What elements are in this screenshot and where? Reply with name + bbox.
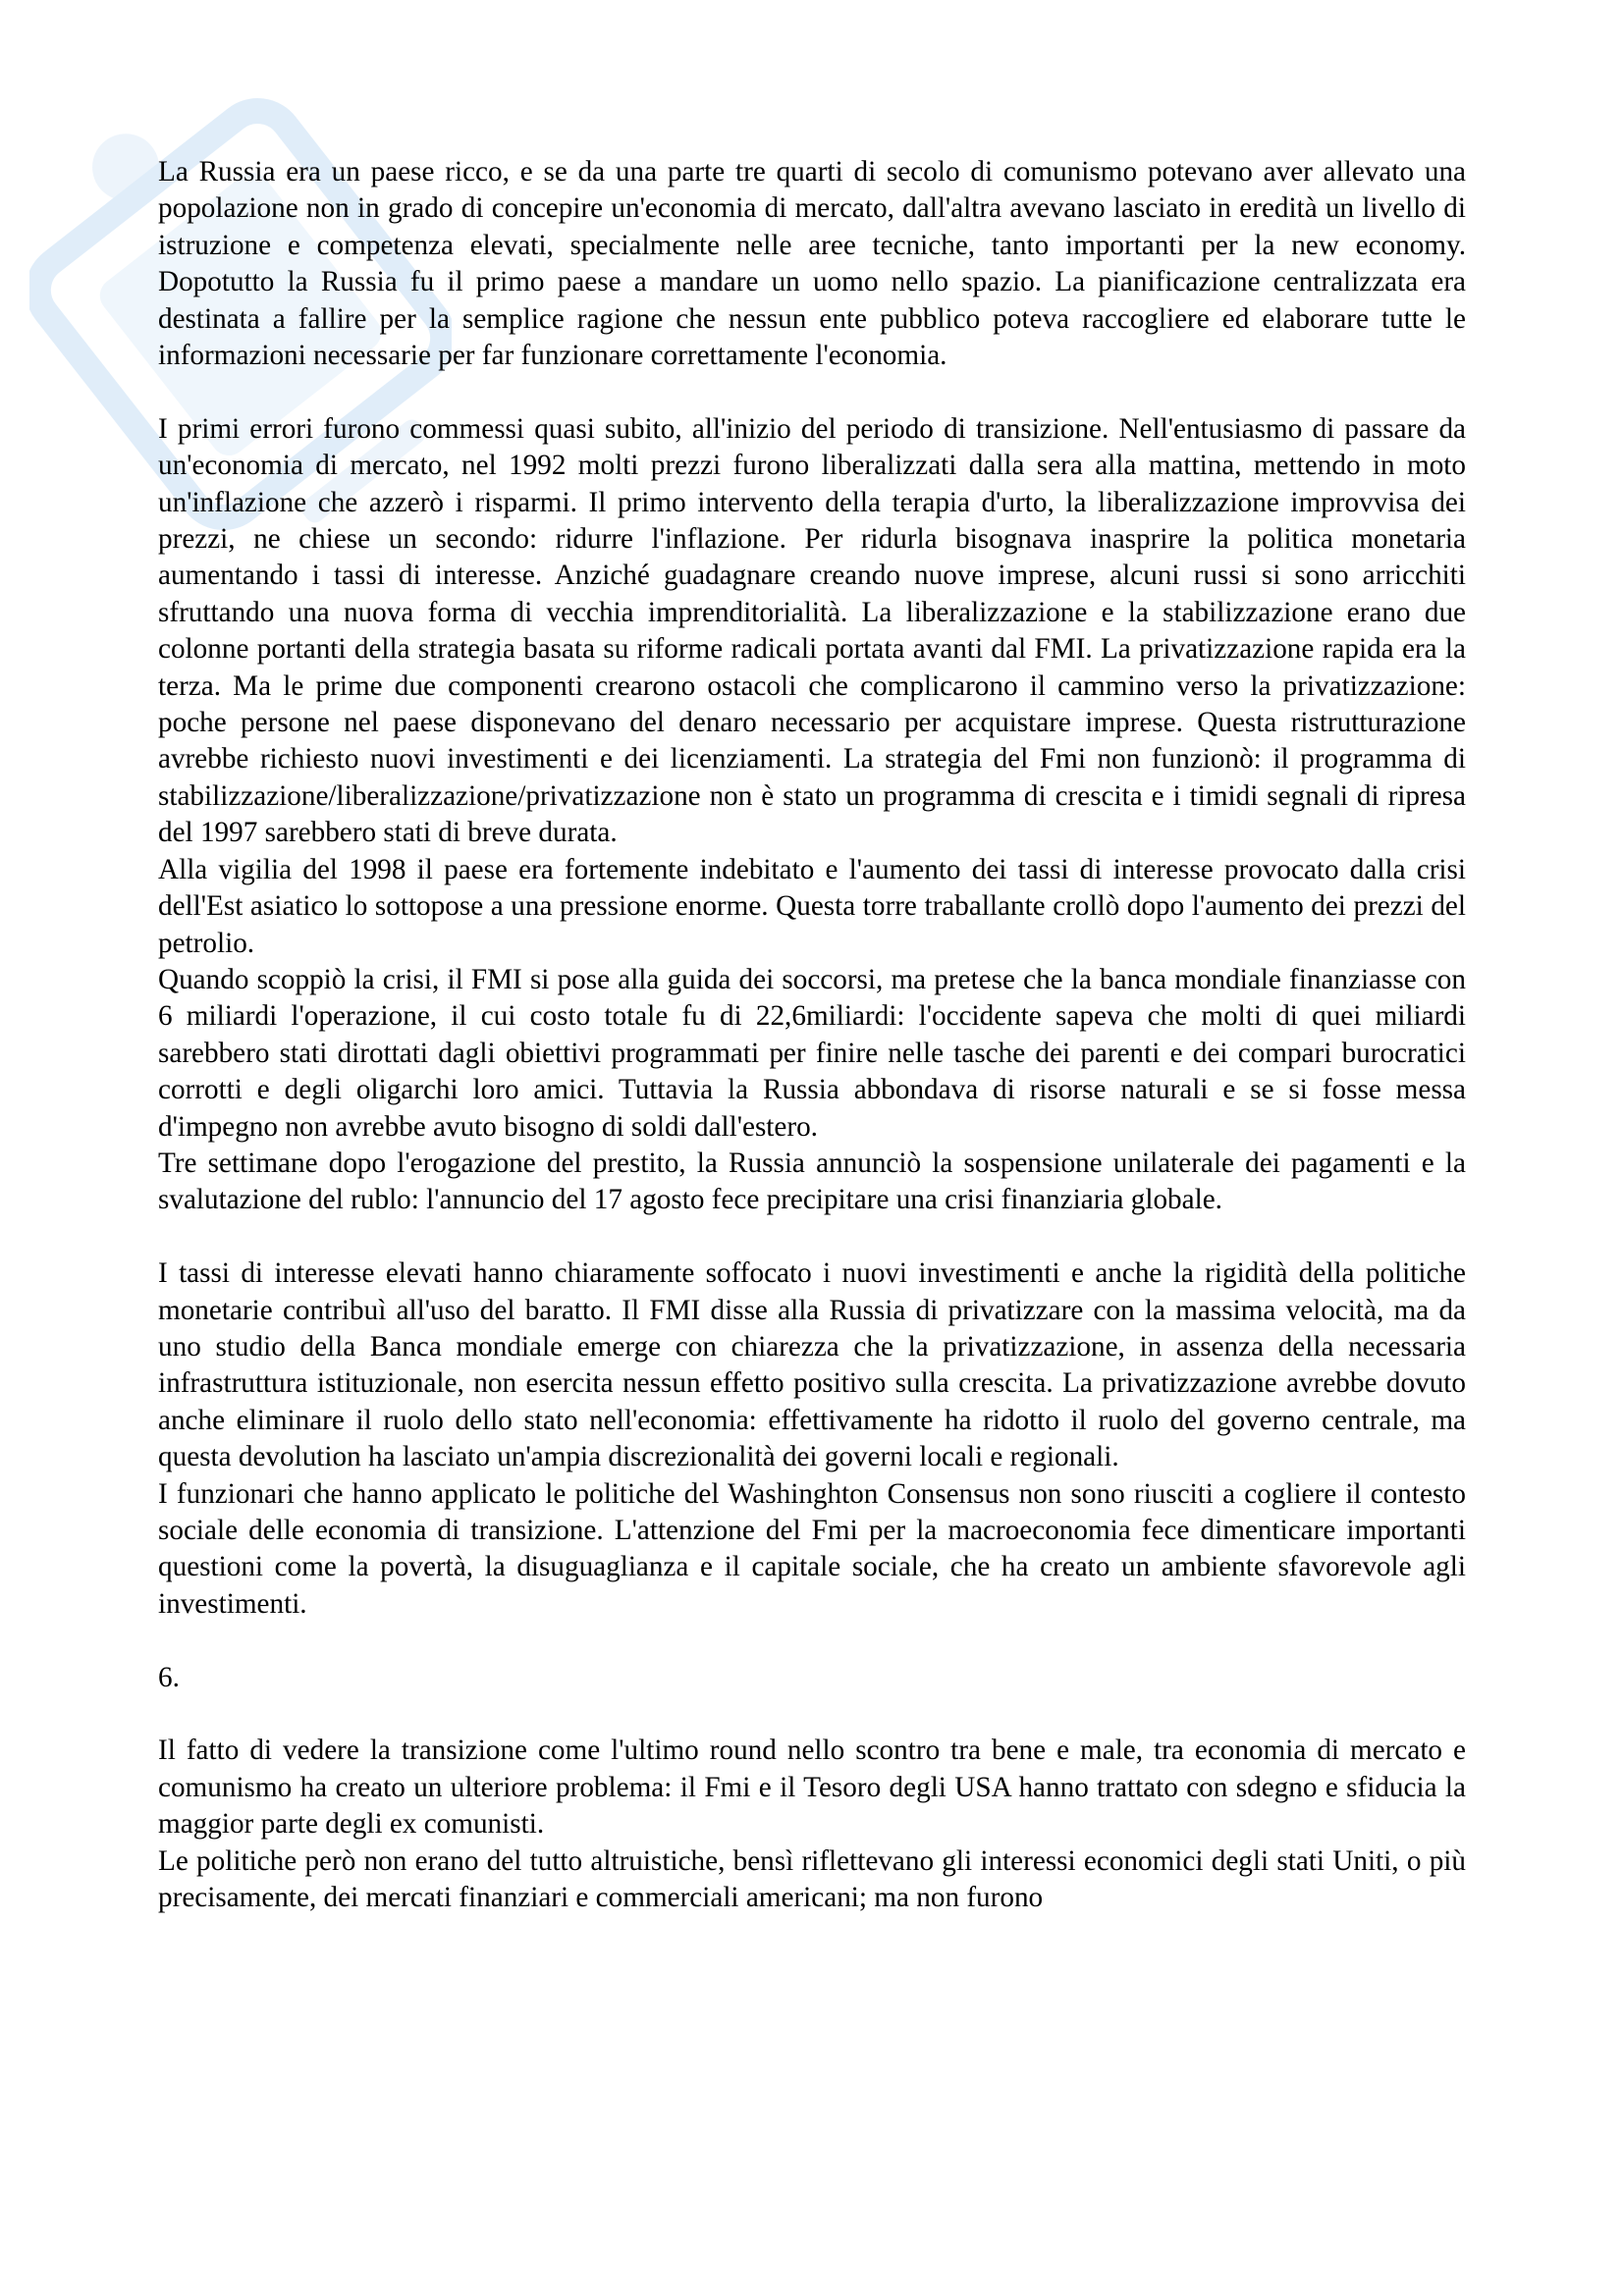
- paragraph-loan-default: Tre settimane dopo l'erogazione del prestito, la Russia annunciò la sospensione unilaterale dei pagamenti e la svalutazione del rublo: l'annuncio del 17 agosto fece precipitare una crisi finanziaria globale.: [158, 1147, 1466, 1216]
- paragraph-washington-consensus: I funzionari che hanno applicato le politiche del Washinghton Consensus non sono riusciti a cogliere il contesto sociale delle economia di transizione. L'attenzione del Fmi per la macroeconomia fece dimenticare importanti questioni come la povertà, la disuguaglianza e il capitale sociale, che ha creato un ambiente sfavorevole agli investimenti.: [158, 1477, 1466, 1620]
- paragraph-russia-intro: La Russia era un paese ricco, e se da una parte tre quarti di secolo di comunismo potevano aver allevato una popolazione non in grado di concepire un'economia di mercato, dall'altra avevano lasciato in eredità un livello di istruzione e competenza elevati, specialmente nelle aree tecniche, tanto importanti per la new economy. Dopotutto la Russia fu il primo paese a mandare un uomo nello spazio. La pianificazione centralizzata era destinata a fallire per la semplice ragione che nessun ente pubblico poteva raccogliere ed elaborare tutte le informazioni necessarie per far funzionare correttamente l'economia.: [158, 156, 1466, 372]
- paragraph-spacer: [158, 1219, 1466, 1255]
- paragraph-interest-rates: I tassi di interesse elevati hanno chiaramente soffocato i nuovi investimenti e anche la rigidità della politiche monetarie contribuì all'uso del baratto. Il FMI disse alla Russia di privatizzare con la massima velocità, ma da uno studio della Banca mondiale emerge con chiarezza che la privatizzazione, in assenza della necessaria infrastruttura istituzionale, non esercita nessun effetto positivo sulla crescita. La privatizzazione avrebbe dovuto anche eliminare il ruolo dello stato nell'economia: effettivamente ha ridotto il ruolo del governo centrale, ma questa devolution ha lasciato un'ampia discrezionalità dei governi locali e regionali.: [158, 1257, 1466, 1473]
- paragraph-crisis-fmi: Quando scoppiò la crisi, il FMI si pose alla guida dei soccorsi, ma pretese che la banca mondiale finanziasse con 6 miliardi l'operazione, il cui costo totale fu di 22,6miliardi: l'occidente sapeva che molti di quei miliardi sarebbero stati dirottati dagli obiettivi programmati per finire nelle tasche dei parenti e dei compari burocratici corrotti e degli oligarchi loro amici. Tuttavia la Russia abbondava di risorse naturali e se si fosse messa d'impegno non avrebbe avuto bisogno di soldi dall'estero.: [158, 963, 1466, 1143]
- paragraph-spacer: [158, 1696, 1466, 1733]
- paragraph-spacer: [158, 374, 1466, 410]
- document-body: [158, 154, 1466, 1916]
- paragraph-us-interests: Le politiche però non erano del tutto altruistiche, bensì riflettevano gli interessi economici degli stati Uniti, o più precisamente, dei mercati finanziari e commerciali americani; ma non furono: [158, 1844, 1466, 1914]
- paragraph-eve-1998: Alla vigilia del 1998 il paese era fortemente indebitato e l'aumento dei tassi di interesse provocato dalla crisi dell'Est asiatico lo sottopose a una pressione enorme. Questa torre traballante crollò dopo l'aumento dei prezzi del petrolio.: [158, 853, 1466, 959]
- paragraph-first-errors: I primi errori furono commessi quasi subito, all'inizio del periodo di transizione. Nell'entusiasmo di passare da un'economia di mercato, nel 1992 molti prezzi furono liberalizzati dalla sera alla mattina, mettendo in moto un'inflazione che azzerò i risparmi. Il primo intervento della terapia d'urto, la liberalizzazione improvvisa dei prezzi, ne chiese un secondo: ridurre l'inflazione. Per ridurla bisognava inasprire la politica monetaria aumentando i tassi di interesse. Anziché guadagnare creando nuove imprese, alcuni russi si sono arricchiti sfruttando una nuova forma di vecchia imprenditorialità. La liberalizzazione e la stabilizzazione erano due colonne portanti della strategia basata su riforme radicali portata avanti dal FMI. La privatizzazione rapida era la terza. Ma le prime due componenti crearono ostacoli che complicarono il cammino verso la privatizzazione: poche persone nel paese disponevano del denaro necessario per acquistare imprese. Questa ristrutturazione avrebbe richiesto nuovi investimenti e dei licenziamenti. La strategia del Fmi non funzionò: il programma di stabilizzazione/liberalizzazione/privatizzazione non è stato un programma di crescita e i timidi segnali di ripresa del 1997 sarebbero stati di breve durata.: [158, 412, 1466, 849]
- paragraph-spacer: [158, 1623, 1466, 1659]
- paragraph-transition-view: Il fatto di vedere la transizione come l'ultimo round nello scontro tra bene e male, tra economia di mercato e comunismo ha creato un ulteriore problema: il Fmi e il Tesoro degli USA hanno trattato con sdegno e sfiducia la maggior parte degli ex comunisti.: [158, 1735, 1466, 1841]
- section-number: 6.: [158, 1661, 180, 1693]
